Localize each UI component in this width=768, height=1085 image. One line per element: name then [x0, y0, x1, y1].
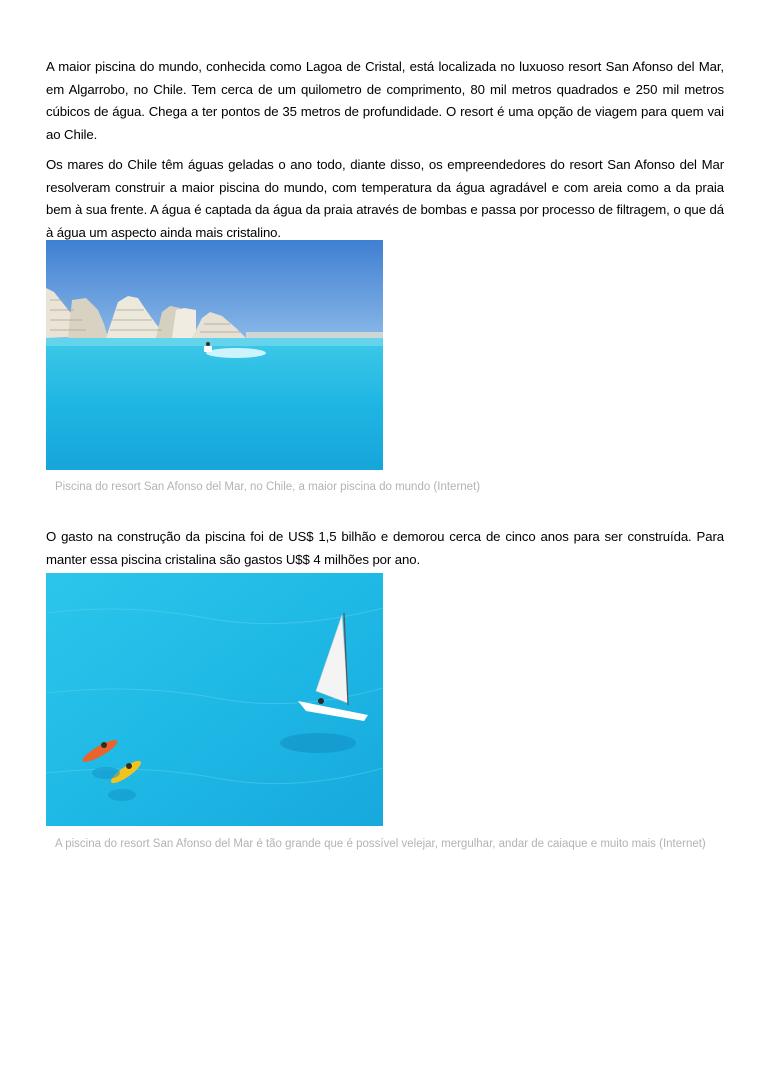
- photo-caption-pool: Piscina do resort San Afonso del Mar, no Chile, a maior piscina do mundo (Internet): [55, 481, 481, 493]
- photo-caption-activities: A piscina do resort San Afonso del Mar é tão grande que é possível velejar, mergulhar, andar de caiaque e muito mais (Internet): [55, 838, 706, 850]
- paragraph-intro: A maior piscina do mundo, conhecida como Lagoa de Cristal, está localizada no luxuoso resort San Afonso del Mar, em Algarrobo, no Chile. Tem cerca de um quilometro de comprimento, 80 mil metros quadrados e 250 mil metros cúbicos de água. Chega a ter pontos de 35 metros de profundidade. O resort é uma opção de viagem para quem vai ao Chile.: [46, 59, 724, 142]
- paragraph-cost: O gasto na construção da piscina foi de US$ 1,5 bilhão e demorou cerca de cinco anos para ser construída. Para manter essa piscina cristalina são gastos U$$ 4 milhões por ano.: [46, 529, 724, 567]
- paragraph-construction: Os mares do Chile têm águas geladas o ano todo, diante disso, os empreendedores do resort San Afonso del Mar resolveram construir a maior piscina do mundo, com temperatura da água agradável e com areia como a da praia bem à sua frente. A água é captada da água da praia através de bombas e passa por processo de filtragem, o que dá à água um aspecto ainda mais cristalino.: [46, 157, 724, 240]
- resort-pool-photo: [46, 240, 383, 470]
- sailing-kayak-photo: [46, 573, 383, 826]
